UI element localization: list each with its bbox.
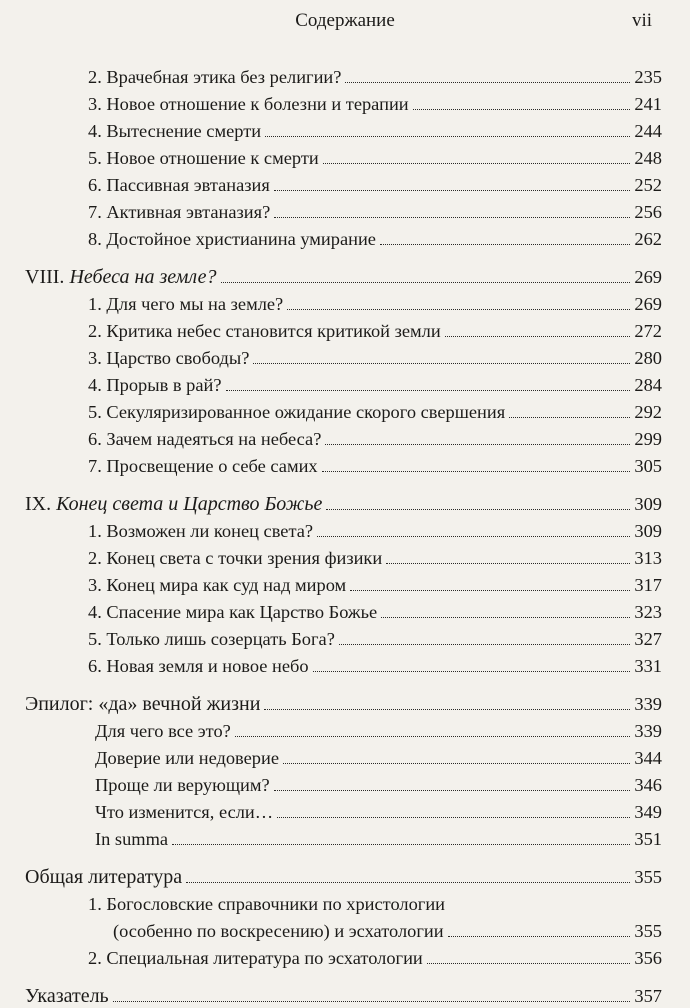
toc-entry-page: 309	[634, 494, 662, 514]
dot-leader	[445, 335, 631, 337]
toc-entry[interactable]	[0, 543, 662, 570]
toc-entry-page: 309	[634, 521, 662, 541]
toc-entry-page: 299	[634, 429, 662, 449]
toc-entry[interactable]	[0, 289, 662, 316]
dot-leader	[317, 535, 630, 537]
toc-entry-title: 4. Вытеснение смерти	[88, 121, 262, 141]
dot-leader	[221, 281, 631, 283]
toc-entry-page: 339	[634, 694, 662, 714]
toc-index[interactable]	[0, 981, 662, 1008]
toc-entry-page: 346	[634, 775, 662, 795]
toc-entry[interactable]	[0, 889, 662, 916]
dot-leader	[345, 81, 630, 83]
toc-entry[interactable]	[0, 62, 662, 89]
toc-entry[interactable]	[0, 397, 662, 424]
table-of-contents	[0, 62, 690, 1008]
toc-general-literature[interactable]	[0, 862, 662, 889]
dot-leader	[386, 562, 630, 564]
dot-leader	[186, 881, 630, 883]
toc-entry[interactable]	[0, 770, 662, 797]
toc-entry-title: 3. Новое отношение к болезни и терапии	[88, 94, 409, 114]
toc-entry-continuation[interactable]	[0, 916, 662, 943]
toc-entry-title: 6. Зачем надеяться на небеса?	[88, 429, 322, 449]
toc-entry-title: 5. Только лишь созерцать Бога?	[88, 629, 335, 649]
dot-leader	[380, 243, 630, 245]
toc-entry-page: 357	[634, 986, 662, 1006]
toc-entry-page: 313	[634, 548, 662, 568]
toc-entry[interactable]	[0, 116, 662, 143]
dot-leader	[339, 643, 631, 645]
toc-entry-page: 248	[634, 148, 662, 168]
toc-entry-title: 6. Новая земля и новое небо	[88, 656, 309, 676]
toc-entry[interactable]	[0, 651, 662, 678]
toc-chapter-title	[25, 265, 217, 289]
dot-leader	[283, 762, 630, 764]
dot-leader	[322, 470, 631, 472]
toc-entry-page: 244	[634, 121, 662, 141]
dot-leader	[323, 162, 631, 164]
running-head-title: Содержание	[295, 10, 395, 31]
dot-leader	[509, 416, 630, 418]
toc-chapter-title: Эпилог: «да» вечной жизни	[25, 693, 261, 715]
dot-leader	[350, 589, 630, 591]
toc-entry-title: 7. Просвещение о себе самих	[88, 456, 318, 476]
dot-leader	[235, 735, 631, 737]
toc-entry[interactable]	[0, 370, 662, 397]
toc-entry[interactable]	[0, 89, 662, 116]
toc-entry[interactable]	[0, 424, 662, 451]
dot-leader	[381, 616, 630, 618]
toc-entry-title: In summa	[95, 829, 169, 849]
toc-entry[interactable]	[0, 343, 662, 370]
dot-leader	[277, 816, 630, 818]
toc-entry-title: Проще ли верующим?	[95, 775, 270, 795]
toc-entry-page: 272	[634, 321, 662, 341]
toc-entry-title: 2. Критика небес становится критикой земли	[88, 321, 441, 341]
toc-entry-title: 1. Для чего мы на земле?	[88, 294, 284, 314]
toc-entry-title: 5. Новое отношение к смерти	[88, 148, 319, 168]
toc-entry[interactable]	[0, 943, 662, 970]
dot-leader	[326, 508, 630, 510]
toc-entry-title: Что изменится, если…	[95, 802, 274, 822]
toc-entry[interactable]	[0, 170, 662, 197]
dot-leader	[413, 108, 631, 110]
toc-entry-page: 317	[634, 575, 662, 595]
toc-entry-title: 2. Конец света с точки зрения физики	[88, 548, 383, 568]
toc-entry-page: 344	[634, 748, 662, 768]
running-head	[0, 8, 690, 34]
chapter-name: Конец света и Царство Божье	[56, 493, 323, 515]
toc-entry[interactable]	[0, 143, 662, 170]
dot-leader	[313, 670, 631, 672]
dot-leader	[274, 189, 631, 191]
dot-leader	[264, 708, 630, 710]
toc-entry[interactable]	[0, 570, 662, 597]
chapter-number: IX.	[25, 493, 52, 515]
chapter-name: Небеса на земле?	[69, 266, 217, 288]
toc-entry[interactable]	[0, 224, 662, 251]
toc-entry-title: 2. Врачебная этика без религии?	[88, 67, 342, 87]
toc-chapter-ix[interactable]	[0, 489, 662, 516]
dot-leader	[325, 443, 630, 445]
toc-entry-page: 356	[634, 948, 662, 968]
dot-leader	[172, 843, 630, 845]
dot-leader	[274, 216, 630, 218]
toc-entry-page: 269	[634, 267, 662, 287]
dot-leader	[265, 135, 630, 137]
toc-entry-page: 280	[634, 348, 662, 368]
toc-entry[interactable]	[0, 516, 662, 543]
toc-entry[interactable]	[0, 743, 662, 770]
toc-entry-page: 241	[634, 94, 662, 114]
toc-entry-page: 292	[634, 402, 662, 422]
toc-entry[interactable]	[0, 451, 662, 478]
toc-entry-title: 1. Богословские справочники по христологии	[88, 894, 446, 914]
toc-chapter-viii[interactable]	[0, 262, 662, 289]
toc-entry-title: 3. Царство свободы?	[88, 348, 250, 368]
toc-entry[interactable]	[0, 824, 662, 851]
toc-chapter-title: Общая литература	[25, 866, 183, 888]
toc-chapter-title	[25, 492, 322, 516]
toc-entry-title: Для чего все это?	[95, 721, 231, 741]
toc-entry-title: 4. Прорыв в рай?	[88, 375, 222, 395]
toc-entry-title: 2. Специальная литература по эсхатологии	[88, 948, 423, 968]
toc-entry[interactable]	[0, 597, 662, 624]
toc-entry-page: 305	[634, 456, 662, 476]
dot-leader	[226, 389, 631, 391]
toc-entry-page: 262	[634, 229, 662, 249]
toc-entry-page: 355	[634, 921, 662, 941]
toc-entry[interactable]	[0, 716, 662, 743]
toc-entry[interactable]	[0, 316, 662, 343]
toc-entry-page: 323	[634, 602, 662, 622]
toc-entry-page: 339	[634, 721, 662, 741]
dot-leader	[253, 362, 630, 364]
toc-entry-page: 327	[634, 629, 662, 649]
toc-entry-title: 5. Секуляризированное ожидание скорого свершения	[88, 402, 506, 422]
dot-leader	[427, 962, 631, 964]
toc-epilogue[interactable]	[0, 689, 662, 716]
dot-leader	[274, 789, 631, 791]
toc-entry-title: (особенно по воскресению) и эсхатологии	[113, 921, 444, 941]
toc-entry-title: 6. Пассивная эвтаназия	[88, 175, 270, 195]
toc-entry[interactable]	[0, 624, 662, 651]
toc-entry-page: 252	[634, 175, 662, 195]
dot-leader	[287, 308, 630, 310]
toc-chapter-title: Указатель	[25, 985, 109, 1007]
toc-entry-title: Доверие или недоверие	[95, 748, 279, 768]
toc-entry-title: 1. Возможен ли конец света?	[88, 521, 314, 541]
dot-leader	[448, 935, 631, 937]
toc-entry-page: 351	[634, 829, 662, 849]
running-head-page-number: vii	[631, 10, 652, 31]
toc-entry[interactable]	[0, 197, 662, 224]
toc-entry-page: 235	[634, 67, 662, 87]
toc-entry[interactable]	[0, 797, 662, 824]
toc-entry-title: 8. Достойное христианина умирание	[88, 229, 376, 249]
toc-entry-page: 349	[634, 802, 662, 822]
toc-entry-title: 4. Спасение мира как Царство Божье	[88, 602, 378, 622]
chapter-number: VIII.	[25, 266, 65, 288]
toc-entry-page: 355	[634, 867, 662, 887]
toc-entry-page: 269	[634, 294, 662, 314]
toc-entry-page: 331	[634, 656, 662, 676]
toc-entry-page: 256	[634, 202, 662, 222]
toc-entry-title: 7. Активная эвтаназия?	[88, 202, 271, 222]
toc-entry-page: 284	[634, 375, 662, 395]
toc-entry-title: 3. Конец мира как суд над миром	[88, 575, 347, 595]
dot-leader	[113, 1000, 631, 1002]
